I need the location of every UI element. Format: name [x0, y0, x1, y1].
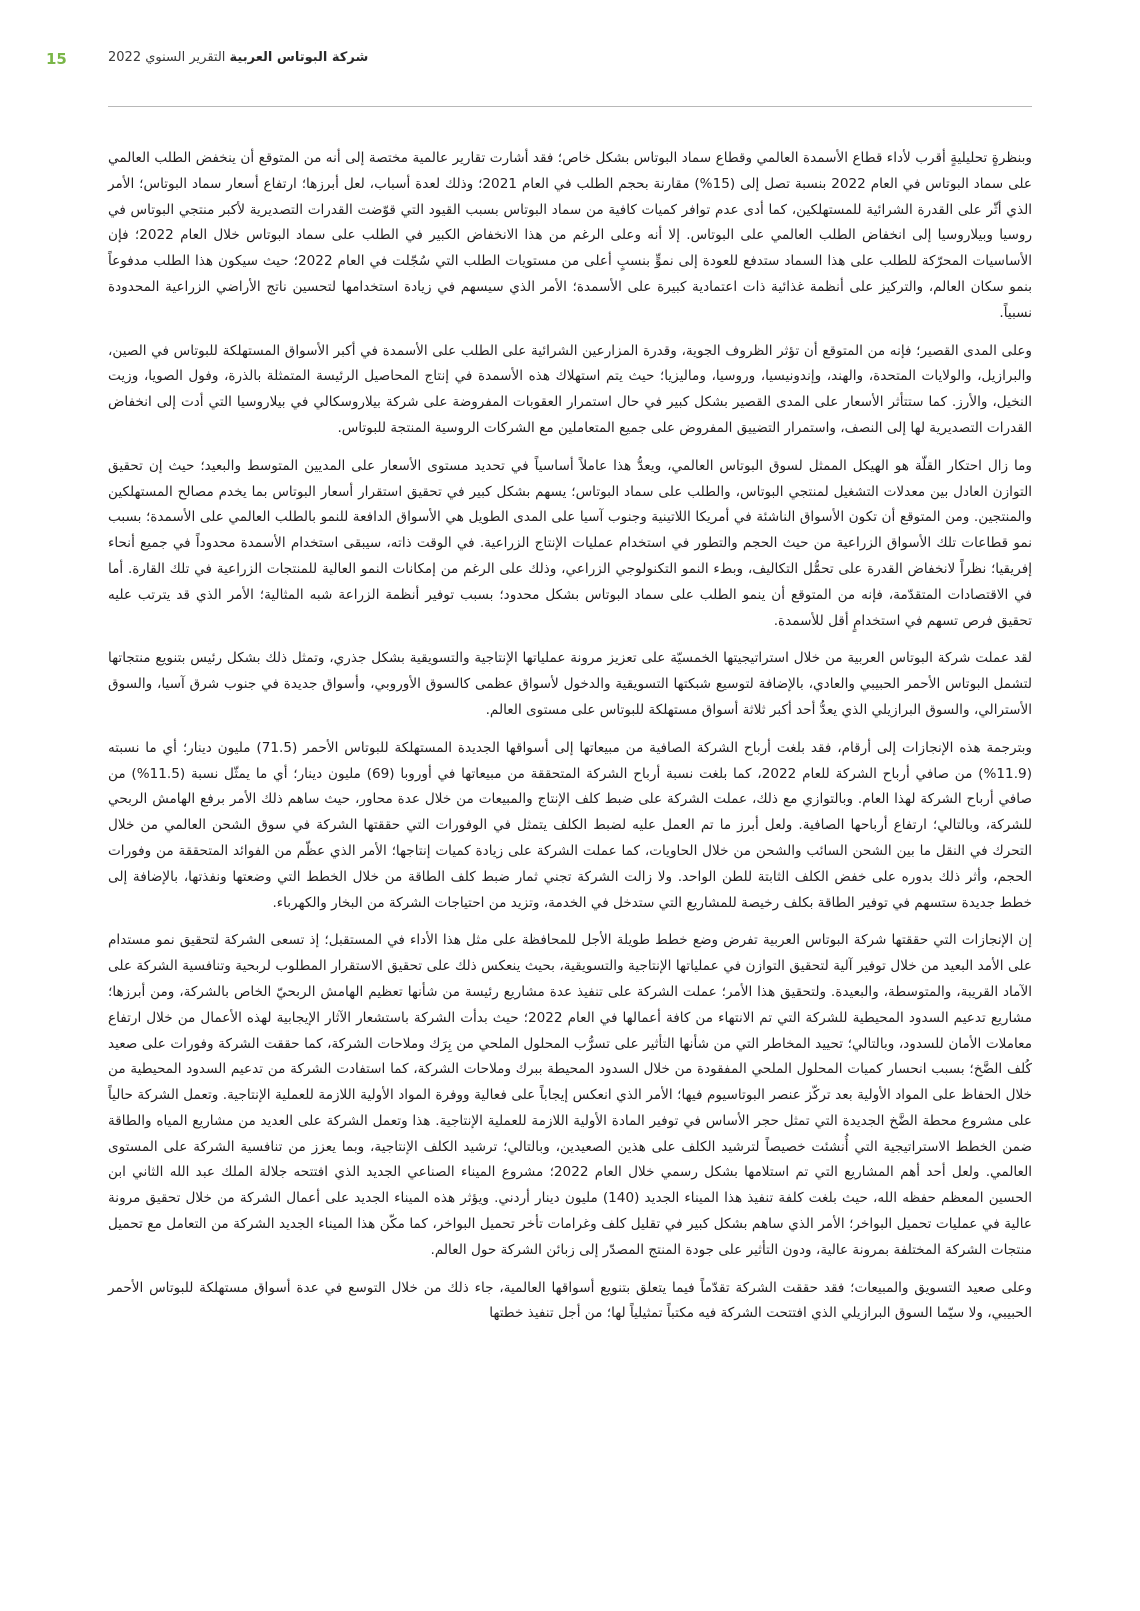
body-text — [108, 146, 1032, 1339]
paragraph: وبترجمة هذه الإنجازات إلى أرقام، فقد بلغت أرباح الشركة الصافية من مبيعاتها إلى أسواقها الجديدة المستهلكة للبوتاس الأحمر (71.5) مليون دينار؛ أي ما نسبته (11.9%) من صافي أرباح الشركة للعام 2022، كما بلغت نسبة أرباح الشركة المتحققة من مبيعاتها في أوروبا (69) مليون دينار؛ أي ما يمثّل نسبة (11.5%) من صافي أرباح الشركة لهذا العام. وبالتوازي مع ذلك، عملت الشركة على ضبط كلف الإنتاج والمبيعات من خلال عدة محاور، حيث ساهم ذلك الأمر برفع الهامش الربحي للشركة، وبالتالي؛ ارتفاع أرباحها الصافية. ولعل أبرز ما تم العمل عليه لضبط الكلف يتمثل في الوفورات التي حققتها الشركة في سوق الشحن العالمي من خلال التحرك في النقل ما بين الشحن السائب والشحن من خلال الحاويات، كما عملت الشركة على زيادة كميات إنتاجها؛ الأمر الذي عظّم من الفوائد المتحققة من وفورات الحجم، وأثر ذلك بدوره على خفض الكلف الثابتة للطن الواحد. ولا زالت الشركة تجني ثمار ضبط كلف الطاقة من خلال الخطط التي وضعتها ونفذتها، بالإضافة إلى خطط جديدة ستسهم في توفير الطاقة بكلف رخيصة للمشاريع التي ستدخل في الخدمة، وتزيد من احتياجات الشركة من البخار والكهرباء. — [108, 739, 1032, 911]
page-header — [46, 50, 1032, 78]
paragraph: وعلى المدى القصير؛ فإنه من المتوقع أن تؤثر الظروف الجوية، وقدرة المزارعين الشرائية على الطلب على الأسمدة في أكبر الأسواق المستهلكة للبوتاس في الصين، والبرازيل، والولايات المتحدة، والهند، وإندونيسيا، وروسيا، وماليزيا؛ حيث يتم استهلاك هذه الأسمدة في إنتاج المحاصيل الرئيسة المتمثلة بالذرة، وفول الصويا، وزيت النخيل، والأرز. كما ستتأثر الأسعار على المدى القصير بشكل كبير في حال استمرار العقوبات المفروضة على شركة بيلاروسكالي في بيلاروسيا التي أدت إلى انخفاض القدرات التصديرية لها إلى النصف، واستمرار التضييق المفروض على جميع المتعاملين مع الشركات الروسية المنتجة للبوتاس. — [108, 342, 1032, 436]
report-year: 2022 — [108, 50, 142, 65]
company-name: شركة البوتاس العربية — [229, 50, 369, 65]
page-number: 15 — [46, 50, 67, 68]
header-divider — [108, 106, 1032, 107]
paragraph: وعلى صعيد التسويق والمبيعات؛ فقد حققت الشركة تقدّماً فيما يتعلق بتنويع أسواقها العالمية، جاء ذلك من خلال التوسع في عدة أسواق مستهلكة للبوتاس الأحمر الحبيبي، ولا سيّما السوق البرازيلي الذي افتتحت الشركة فيه مكتباً تمثيلياً لها؛ من أجل تنفيذ خطتها — [108, 1279, 1032, 1322]
paragraph: إن الإنجازات التي حققتها شركة البوتاس العربية تفرض وضع خطط طويلة الأجل للمحافظة على مثل هذا الأداء في المستقبل؛ إذ تسعى الشركة لتحقيق نمو مستدام على الأمد البعيد من خلال توفير آلية لتحقيق التوازن في عملياتها الإنتاجية والتسويقية، بحيث ينعكس ذلك على تحقيق الاستقرار المطلوب لربحية وتنافسية الشركة على الآماد القريبة، والمتوسطة، والبعيدة. ولتحقيق هذا الأمر؛ عملت الشركة على تنفيذ عدة مشاريع رئيسة من شأنها تعظيم الهامش الربحيّ الخاص بالشركة، ومن أبرزها؛ مشاريع تدعيم السدود المحيطية للشركة التي تم الانتهاء من كافة أعمالها في العام 2022؛ حيث بدأت الشركة باستشعار الآثار الإيجابية لهذه الأعمال من خلال ارتفاع معاملات الأمان للسدود، وبالتالي؛ تحييد المخاطر التي من شأنها التأثير على تسرُّب المحلول الملحي من بِرَك وملاحات الشركة، كما حققت الشركة وفورات على صعيد كُلف الضَّخ؛ بسبب انحسار كميات المحلول الملحي المفقودة من خلال السدود المحيطة ببرك وملاحات الشركة، كما استفادت الشركة من تدعيم السدود المحيطية من خلال الحفاظ على المواد الأولية بعد تركّز عنصر البوتاسيوم فيها؛ الأمر الذي انعكس إيجاباً على فعالية ووفرة المواد الأولية اللازمة للعملية الإنتاجية. وتعمل الشركة حالياً على مشروع محطة الضَّخ الجديدة التي تمثل حجر الأساس في توفير المادة الأولية اللازمة للعملية الإنتاجية. هذا وتعمل الشركة على العديد من مشاريع المياه والطاقة ضمن الخطط الاستراتيجية التي أُنشئت خصيصاً لترشيد الكلف على هذين الصعيدين، وبالتالي؛ ترشيد الكلف الإنتاجية، وبما يعزز من تنافسية الشركة على المستوى العالمي. ولعل أحد أهم المشاريع التي تم استلامها بشكل رسمي خلال العام 2022؛ مشروع الميناء الصناعي الجديد الذي افتتحه جلالة الملك عبد الله الثاني ابن الحسين المعظم حفظه الله، حيث بلغت كلفة تنفيذ هذا الميناء الجديد (140) مليون دينار أردني. ويؤثر هذه الميناء الجديد على أعمال الشركة من خلال تحقيق مرونة عالية في عمليات تحميل البواخر؛ الأمر الذي ساهم بشكل كبير في تقليل كلف وغرامات تأخر تحميل البواخر، كما مكّن هذا الميناء الجديد الشركة من التعامل مع تحميل منتجات الشركة المختلفة بمرونة عالية، ودون التأثير على جودة المنتج المصدّر إلى زبائن الشركة حول العالم. — [108, 932, 1032, 1258]
report-title — [108, 50, 368, 65]
paragraph: لقد عملت شركة البوتاس العربية من خلال استراتيجيتها الخمسيّة على تعزيز مرونة عملياتها الإنتاجية والتسويقية بشكل جذري، وتمثل ذلك بشكل رئيس بتنويع منتجاتها لتشمل البوتاس الأحمر الحبيبي والعادي، بالإضافة لتوسيع شبكتها التسويقية والدخول لأسواق عظمى كالسوق الأوروبي، وأسواق جديدة في جنوب شرق آسيا، والسوق الأسترالي، والسوق البرازيلي الذي يعدُّ أحد أكبر ثلاثة أسواق مستهلكة للبوتاس على مستوى العالم. — [108, 650, 1032, 718]
paragraph: وبنظرةٍ تحليليةٍ أقرب لأداء قطاع الأسمدة العالمي وقطاع سماد البوتاس بشكل خاص؛ فقد أشارت تقارير عالمية مختصة إلى أنه من المتوقع أن ينخفض الطلب العالمي على سماد البوتاس في العام 2022 بنسبة تصل إلى (15%) مقارنة بحجم الطلب في العام 2021؛ وذلك لعدة أسباب، لعل أبرزها؛ ارتفاع أسعار سماد البوتاس؛ الأمر الذي أثّر على القدرة الشرائية للمستهلكين، كما أدى عدم توافر كميات كافية من سماد البوتاس بسبب القيود التي قوّضت القدرات التصديرية لأكبر منتجي البوتاس في روسيا وبيلاروسيا إلى انخفاض الطلب العالمي على البوتاس. إلا أنه وعلى الرغم من هذا الانخفاض الكبير في الطلب على سماد البوتاس خلال العام 2022؛ فإن الأساسيات المحرّكة للطلب على هذا السماد ستدفع للعودة إلى نموٍّ بنسبٍ أعلى من مستويات الطلب التي سُجّلت في العام 2022؛ حيث سيكون هذا الطلب مدفوعاً بنمو سكان العالم، والتركيز على أنظمة غذائية ذات اعتمادية كبيرة على الأسمدة؛ الأمر الذي سيسهم في زيادة استخدامها لتحسين ناتج الأراضي الزراعية المحدودة نسبياً. — [108, 150, 1033, 321]
paragraph: وما زال احتكار القلّة هو الهيكل الممثل لسوق البوتاس العالمي، ويعدُّ هذا عاملاً أساسياً في تحديد مستوى الأسعار على المديين المتوسط والبعيد؛ حيث إن تحقيق التوازن العادل بين معدلات التشغيل لمنتجي البوتاس، والطلب على سماد البوتاس؛ يسهم بشكل كبير في تحقيق استقرار أسعار البوتاس بما يخدم مصالح المستهلكين والمنتجين. ومن المتوقع أن تكون الأسواق الناشئة في أمريكا اللاتينية وجنوب آسيا على المدى الطويل هي الأسواق الدافعة للنمو بالطلب العالمي على الأسمدة؛ بسبب نمو قطاعات تلك الأسواق الزراعية من حيث الحجم والتطور في استخدام عمليات الإنتاج الزراعية. في الوقت ذاته، سيبقى استخدام الأسمدة محدوداً في جميع أنحاء إفريقيا؛ نظراً لانخفاض القدرة على تحمُّل التكاليف، وبطء النمو التكنولوجي الزراعي، وذلك على الرغم من إمكانات النمو العالية للمنتجات الزراعية في تلك القارة. أما في الاقتصادات المتقدّمة، فإنه من المتوقع أن ينمو الطلب على سماد البوتاس بشكل محدود؛ بسبب توفير أنظمة الزراعة شبه المثالية؛ الأمر الذي قد يترتب عليه تحقيق فرص تسهم في استخدامٍ أقل للأسمدة. — [108, 457, 1032, 629]
report-name: التقرير السنوي — [145, 50, 226, 65]
